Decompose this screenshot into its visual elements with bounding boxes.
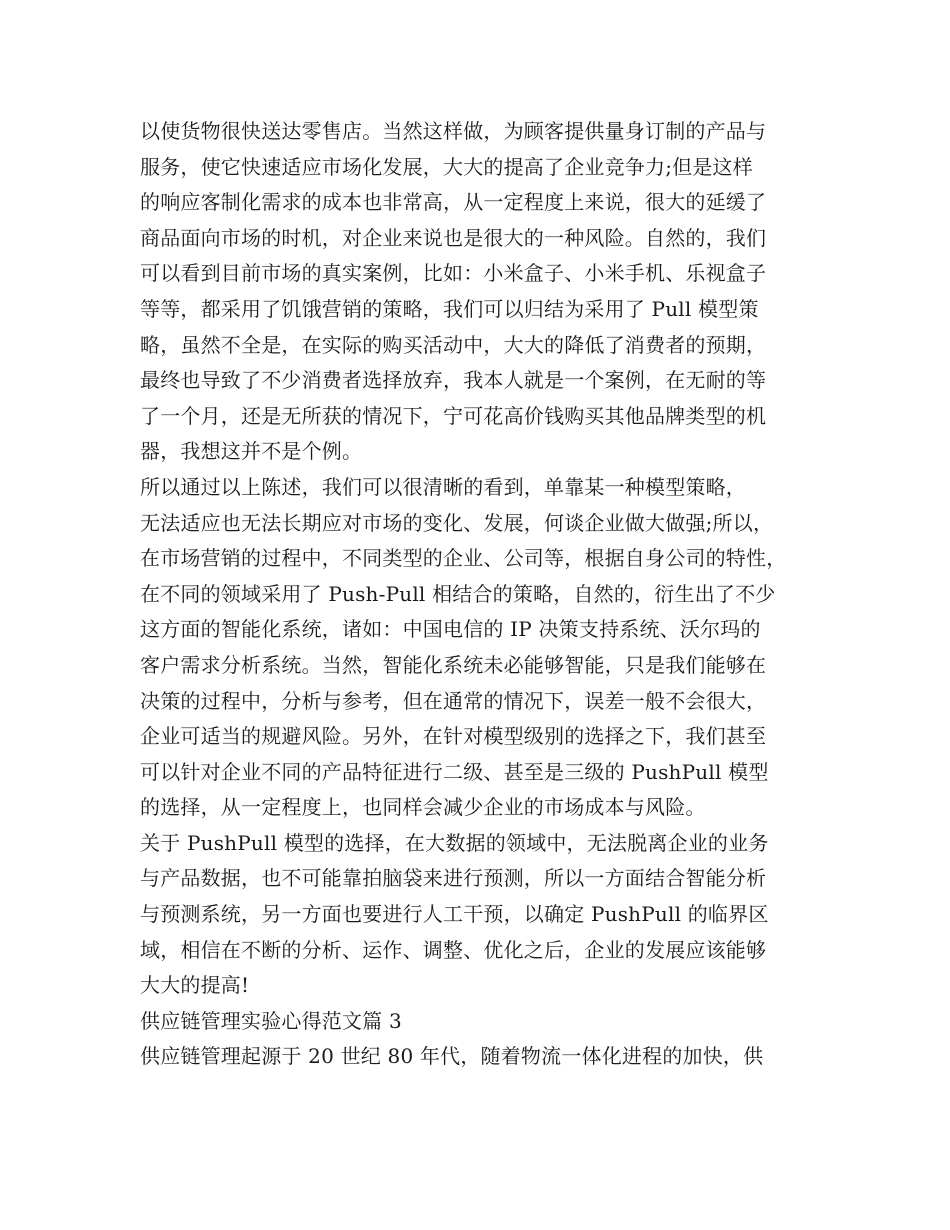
text-line: 在市场营销的过程中，不同类型的企业、公司等，根据自身公司的特性， bbox=[140, 546, 787, 571]
text-line: 的响应客制化需求的成本也非常高，从一定程度上来说，很大的延缓了 bbox=[140, 190, 767, 215]
text-line: 决策的过程中，分析与参考，但在通常的情况下，误差一般不会很大， bbox=[140, 688, 767, 713]
text-line: 商品面向市场的时机，对企业来说也是很大的一种风险。自然的，我们 bbox=[140, 225, 767, 250]
text-line: 服务，使它快速适应市场化发展，大大的提高了企业竞争力;但是这样 bbox=[140, 154, 753, 179]
text-line: 等等，都采用了饥饿营销的策略，我们可以归结为采用了 Pull 模型策 bbox=[140, 296, 759, 321]
text-line: 无法适应也无法长期应对市场的变化、发展，何谈企业做大做强;所以， bbox=[140, 510, 774, 535]
text-line: 了一个月，还是无所获的情况下，宁可花高价钱购买其他品牌类型的机 bbox=[140, 403, 767, 428]
document-body bbox=[140, 114, 830, 1075]
text-line: 大大的提高! bbox=[140, 973, 250, 998]
text-line: 以使货物很快送达零售店。当然这样做，为顾客提供量身订制的产品与 bbox=[140, 119, 767, 143]
paragraph-start-line: 供应链管理起源于 20 世纪 80 年代，随着物流一体化进程的加快，供 bbox=[140, 1044, 764, 1069]
text-line: 这方面的智能化系统，诸如：中国电信的 IP 决策支持系统、沃尔玛的 bbox=[140, 617, 761, 642]
text-line: 与预测系统，另一方面也要进行人工干预，以确定 PushPull 的临界区 bbox=[140, 902, 769, 927]
text-line: 略，虽然不全是，在实际的购买活动中，大大的降低了消费者的预期， bbox=[140, 332, 767, 357]
text-line: 域，相信在不断的分析、运作、调整、优化之后，企业的发展应该能够 bbox=[140, 937, 767, 962]
text-line: 的选择，从一定程度上，也同样会减少企业的市场成本与风险。 bbox=[140, 795, 706, 820]
text-line: 可以看到目前市场的真实案例，比如：小米盒子、小米手机、乐视盒子 bbox=[140, 261, 767, 286]
text-line: 可以针对企业不同的产品特征进行二级、甚至是三级的 PushPull 模型 bbox=[140, 759, 769, 784]
text-line: 与产品数据，也不可能靠拍脑袋来进行预测，所以一方面结合智能分析 bbox=[140, 866, 767, 891]
text-line: 最终也导致了不少消费者选择放弃，我本人就是一个案例，在无耐的等 bbox=[140, 368, 767, 393]
text-line: 客户需求分析系统。当然，智能化系统未必能够智能，只是我们能够在 bbox=[140, 652, 767, 677]
section-heading: 供应链管理实验心得范文篇 3 bbox=[140, 1008, 402, 1033]
paragraph-start-line: 关于 PushPull 模型的选择，在大数据的领域中，无法脱离企业的业务 bbox=[140, 830, 769, 855]
text-line: 器，我想这并不是个例。 bbox=[140, 439, 363, 464]
text-line: 在不同的领域采用了 Push-Pull 相结合的策略，自然的，衍生出了不少 bbox=[140, 581, 776, 606]
text-line: 企业可适当的规避风险。另外，在针对模型级别的选择之下，我们甚至 bbox=[140, 724, 767, 749]
paragraph-start-line: 所以通过以上陈述，我们可以很清晰的看到，单靠某一种模型策略， bbox=[140, 474, 746, 499]
